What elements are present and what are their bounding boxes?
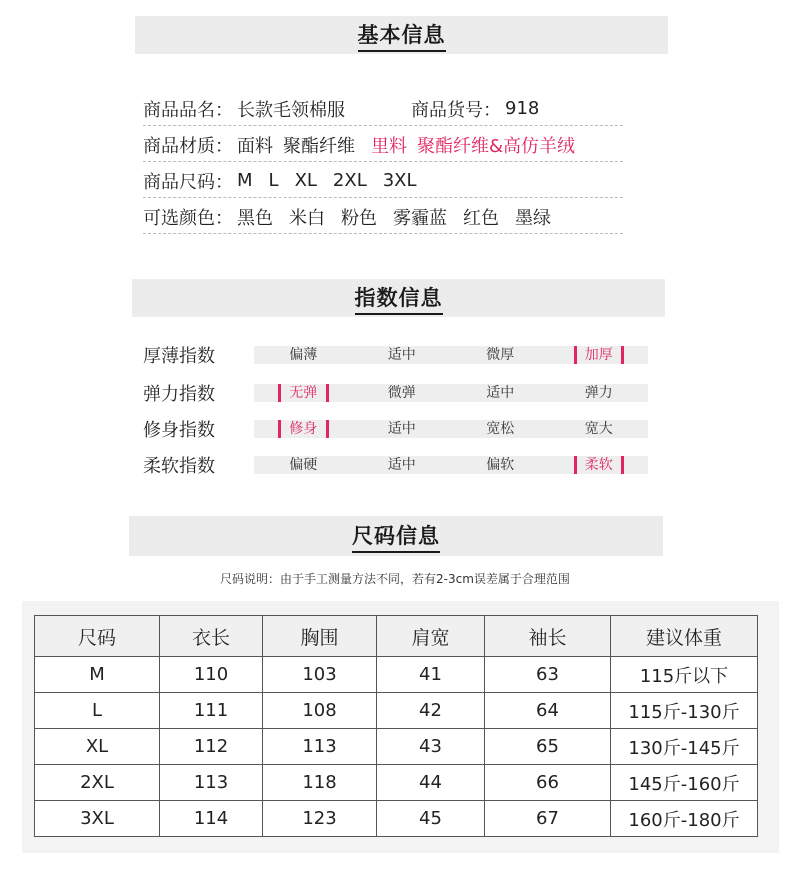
index-info-title: 指数信息 — [355, 282, 443, 315]
index-option: 微弹 — [387, 385, 416, 401]
index-label: 修身指数 — [143, 420, 215, 441]
column-header: 肩宽 — [377, 616, 485, 657]
index-scale — [254, 384, 648, 402]
index-row-fit — [143, 416, 613, 442]
index-option: 加厚 — [550, 346, 649, 364]
table-cell: 130斤-145斤 — [611, 729, 758, 765]
table-cell: 113 — [160, 765, 263, 801]
table-cell: 160斤-180斤 — [611, 801, 758, 837]
table-cell: L — [35, 693, 160, 729]
index-option: 适中 — [387, 457, 416, 473]
table-cell: 112 — [160, 729, 263, 765]
index-row-elasticity — [143, 380, 613, 406]
column-header: 尺码 — [35, 616, 160, 657]
color-option: 米白 — [289, 207, 325, 229]
index-option: 偏硬 — [289, 457, 318, 473]
size-info-header — [129, 516, 663, 556]
table-header-row — [35, 616, 758, 657]
table-row — [35, 765, 758, 801]
material-label: 商品材质： — [143, 135, 233, 157]
index-option: 微厚 — [486, 347, 515, 363]
size-option: XL — [294, 170, 317, 191]
table-cell: 111 — [160, 693, 263, 729]
product-sku-value: 918 — [505, 98, 540, 119]
index-option: 偏薄 — [289, 347, 318, 363]
index-option: 修身 — [254, 420, 353, 438]
index-scale — [254, 420, 648, 438]
index-option: 弹力 — [584, 385, 613, 401]
table-cell: 103 — [263, 657, 377, 693]
table-cell: 145斤-160斤 — [611, 765, 758, 801]
basic-info-header — [135, 16, 668, 54]
index-option: 柔软 — [550, 456, 649, 474]
size-option: 3XL — [382, 170, 417, 191]
index-row-softness — [143, 452, 613, 478]
index-label: 厚薄指数 — [143, 346, 215, 367]
table-cell: 67 — [485, 801, 611, 837]
product-name-row — [143, 92, 623, 126]
size-note: 尺码说明：由于手工测量方法不同，若有2-3cm误差属于合理范围 — [220, 572, 570, 586]
material-outer-label: 面料 — [237, 135, 273, 157]
color-option: 墨绿 — [515, 207, 551, 229]
table-cell: 113 — [263, 729, 377, 765]
table-cell: 65 — [485, 729, 611, 765]
table-cell: 63 — [485, 657, 611, 693]
size-table — [34, 615, 758, 837]
index-info-header — [132, 279, 665, 317]
size-option: M — [237, 170, 253, 191]
size-option: L — [268, 170, 279, 191]
table-cell: 64 — [485, 693, 611, 729]
index-option: 适中 — [387, 421, 416, 437]
table-cell: 2XL — [35, 765, 160, 801]
product-size-row — [143, 164, 623, 198]
table-cell: 118 — [263, 765, 377, 801]
index-scale — [254, 456, 648, 474]
index-row-thickness — [143, 342, 613, 368]
table-cell: 114 — [160, 801, 263, 837]
product-color-row — [143, 200, 623, 234]
table-cell: 45 — [377, 801, 485, 837]
size-option: 2XL — [332, 170, 367, 191]
product-name-value: 长款毛领棉服 — [237, 99, 345, 121]
index-option: 适中 — [387, 347, 416, 363]
table-cell: 42 — [377, 693, 485, 729]
table-cell: 41 — [377, 657, 485, 693]
material-outer-value: 聚酯纤维 — [283, 135, 355, 157]
column-header: 袖长 — [485, 616, 611, 657]
table-cell: 123 — [263, 801, 377, 837]
size-info-title: 尺码信息 — [352, 520, 440, 553]
material-lining-value: 聚酯纤维&高仿羊绒 — [417, 135, 576, 157]
product-name-label: 商品品名： — [143, 99, 233, 121]
table-cell: 115斤以下 — [611, 657, 758, 693]
table-row — [35, 801, 758, 837]
basic-info-title: 基本信息 — [358, 19, 446, 52]
column-header: 建议体重 — [611, 616, 758, 657]
table-cell: 108 — [263, 693, 377, 729]
color-option: 雾霾蓝 — [393, 207, 447, 229]
table-row — [35, 657, 758, 693]
table-cell: M — [35, 657, 160, 693]
table-cell: 43 — [377, 729, 485, 765]
index-option: 适中 — [486, 385, 515, 401]
product-sku-label: 商品货号： — [411, 99, 501, 121]
table-cell: 110 — [160, 657, 263, 693]
table-row — [35, 729, 758, 765]
column-header: 胸围 — [263, 616, 377, 657]
size-label: 商品尺码： — [143, 171, 233, 193]
color-option: 红色 — [463, 207, 499, 229]
color-option: 黑色 — [237, 207, 273, 229]
color-label: 可选颜色： — [143, 207, 233, 229]
table-cell: 115斤-130斤 — [611, 693, 758, 729]
index-option: 无弹 — [254, 384, 353, 402]
table-cell: 66 — [485, 765, 611, 801]
table-row — [35, 693, 758, 729]
product-material-row — [143, 128, 623, 162]
table-cell: 3XL — [35, 801, 160, 837]
material-lining-label: 里料 — [371, 135, 407, 157]
index-label: 弹力指数 — [143, 384, 215, 405]
index-scale — [254, 346, 648, 364]
color-option: 粉色 — [341, 207, 377, 229]
index-option: 偏软 — [486, 457, 515, 473]
table-cell: XL — [35, 729, 160, 765]
column-header: 衣长 — [160, 616, 263, 657]
table-cell: 44 — [377, 765, 485, 801]
index-label: 柔软指数 — [143, 456, 215, 477]
index-option: 宽松 — [486, 421, 515, 437]
index-option: 宽大 — [584, 421, 613, 437]
